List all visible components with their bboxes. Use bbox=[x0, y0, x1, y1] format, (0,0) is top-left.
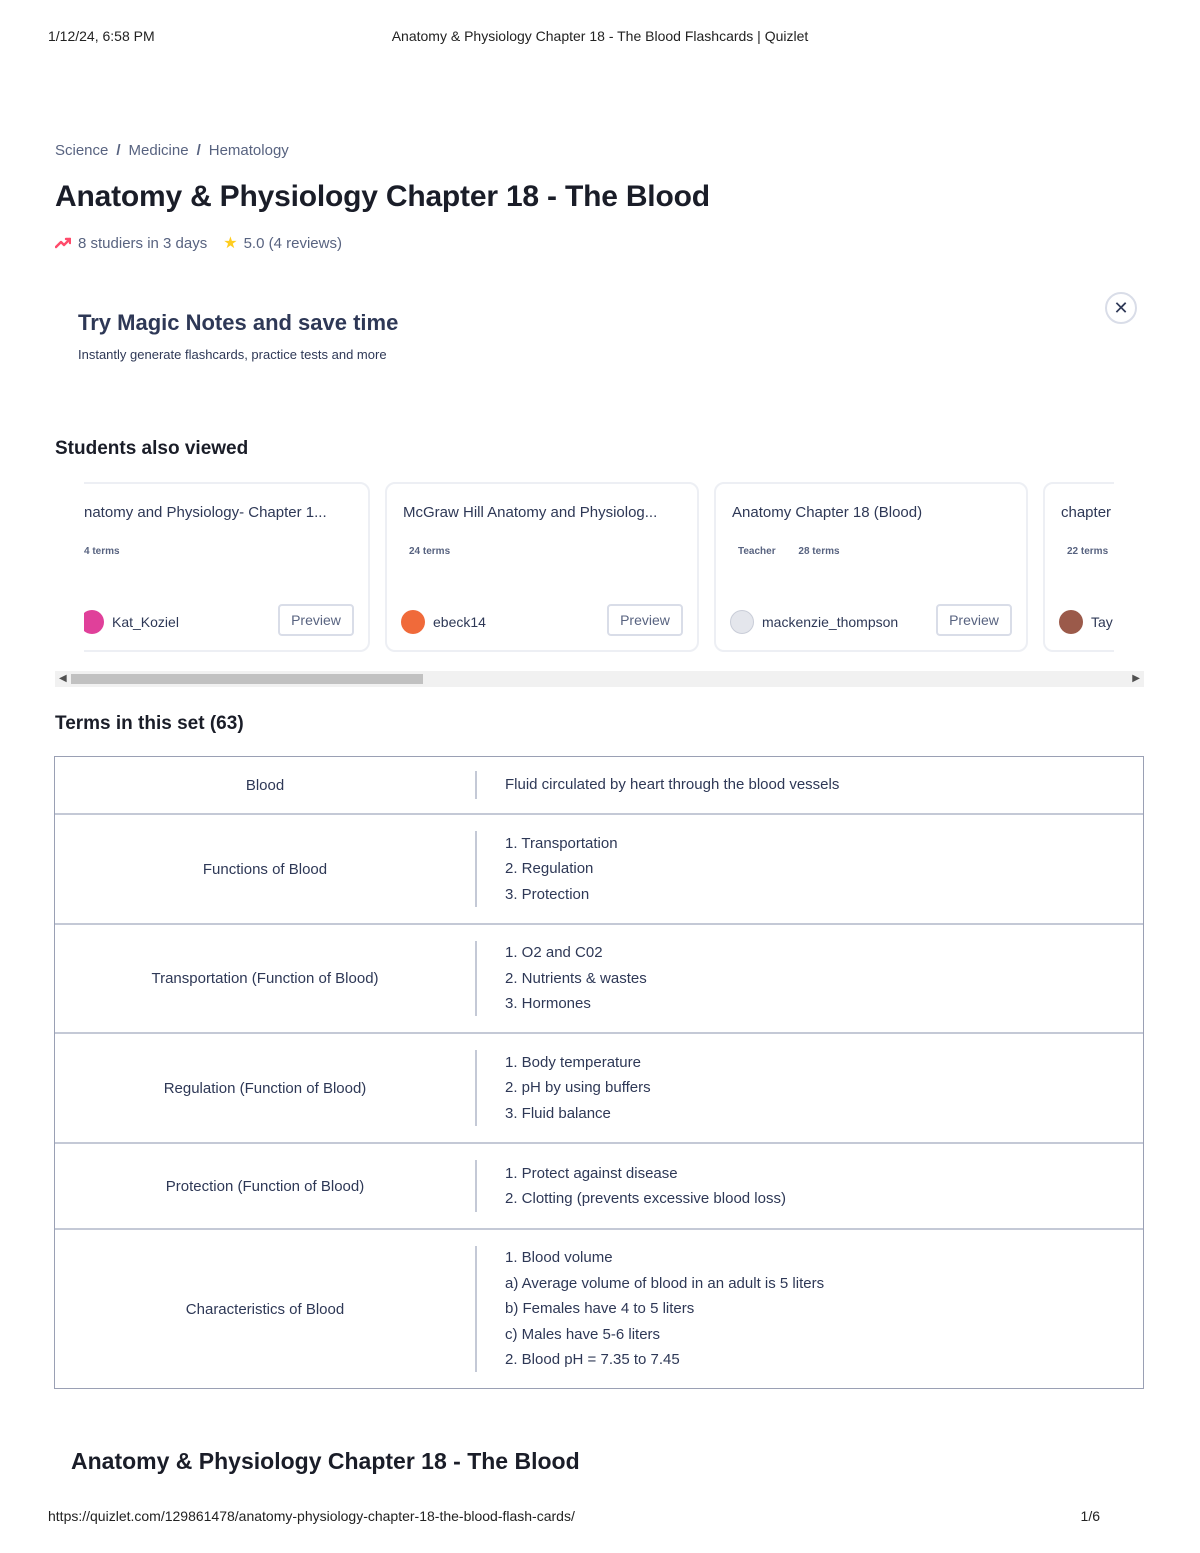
print-footer bbox=[48, 1508, 1152, 1528]
page-title: Anatomy & Physiology Chapter 18 - The Blood bbox=[55, 180, 710, 213]
study-set-card[interactable] bbox=[385, 482, 699, 652]
print-header bbox=[48, 28, 1152, 48]
preview-button[interactable]: Preview bbox=[278, 604, 354, 636]
card-username[interactable]: Tay bbox=[1091, 614, 1113, 630]
card-terms: 4 terms bbox=[84, 546, 120, 557]
card-username[interactable]: mackenzie_thompson bbox=[762, 614, 899, 630]
term-definition: 1. Protect against disease 2. Clotting (prevents excessive blood loss) bbox=[505, 1164, 786, 1207]
terms-heading: Terms in this set (63) bbox=[55, 713, 244, 734]
magic-notes-banner bbox=[55, 292, 1145, 382]
teacher-badge: Teacher bbox=[738, 546, 776, 557]
breadcrumb-separator-icon: / bbox=[116, 142, 121, 159]
card-terms: 24 terms bbox=[409, 546, 451, 557]
card-username[interactable]: ebeck14 bbox=[433, 614, 486, 630]
term-text: Transportation (Function of Blood) bbox=[151, 970, 379, 987]
term-row[interactable] bbox=[55, 1230, 1143, 1388]
print-url: https://quizlet.com/129861478/anatomy-physiology-chapter-18-the-blood-flash-cards/ bbox=[48, 1508, 575, 1524]
magic-notes-title[interactable]: Try Magic Notes and save time bbox=[78, 310, 399, 335]
term-text: Protection (Function of Blood) bbox=[165, 1177, 365, 1195]
print-page-number: 1/6 bbox=[1080, 1508, 1100, 1524]
term-row[interactable] bbox=[55, 925, 1143, 1034]
card-title[interactable]: McGraw Hill Anatomy and Physiolog... bbox=[403, 504, 658, 521]
card-title[interactable]: natomy and Physiology- Chapter 1... bbox=[84, 504, 327, 521]
term-row[interactable] bbox=[55, 1034, 1143, 1144]
term-text: Functions of Blood bbox=[202, 860, 328, 878]
set-stats bbox=[55, 233, 342, 253]
term-definition: 1. O2 and C02 2. Nutrients & wastes 3. Hormones bbox=[505, 944, 647, 1013]
students-also-viewed-carousel bbox=[84, 482, 1114, 654]
print-doc-title: Anatomy & Physiology Chapter 18 - The Blood Flashcards | Quizlet bbox=[391, 28, 809, 44]
avatar bbox=[730, 610, 754, 634]
term-row[interactable] bbox=[55, 757, 1143, 815]
term-text: Regulation (Function of Blood) bbox=[163, 1079, 367, 1097]
card-title[interactable]: chapter bbox=[1061, 504, 1112, 521]
card-terms: 22 terms bbox=[1067, 546, 1109, 557]
set-title-footer: Anatomy & Physiology Chapter 18 - The Blood bbox=[71, 1448, 580, 1474]
card-title[interactable]: Anatomy Chapter 18 (Blood) bbox=[732, 504, 923, 521]
term-row[interactable] bbox=[55, 1144, 1143, 1230]
close-icon[interactable]: ✕ bbox=[1105, 292, 1137, 324]
term-text: Characteristics of Blood bbox=[185, 1300, 345, 1318]
preview-button[interactable]: Preview bbox=[607, 604, 683, 636]
print-date: 1/12/24, 6:58 PM bbox=[48, 28, 155, 44]
carousel-scrollbar[interactable] bbox=[55, 671, 1144, 687]
term-definition: Fluid circulated by heart through the blood vessels bbox=[505, 776, 840, 794]
avatar bbox=[401, 610, 425, 634]
avatar bbox=[1059, 610, 1083, 634]
term-row[interactable] bbox=[55, 815, 1143, 925]
star-icon: ★ bbox=[223, 235, 238, 252]
study-set-card[interactable] bbox=[84, 482, 370, 652]
avatar bbox=[84, 610, 104, 634]
magic-notes-subtitle: Instantly generate flashcards, practice tests and more bbox=[78, 347, 387, 362]
preview-button[interactable]: Preview bbox=[936, 604, 1012, 636]
scroll-right-arrow-icon[interactable]: ▶ bbox=[1132, 673, 1140, 684]
students-also-viewed-heading: Students also viewed bbox=[55, 438, 249, 459]
breadcrumb-separator-icon: / bbox=[196, 142, 201, 159]
studiers-count: 8 studiers in 3 days bbox=[78, 234, 208, 252]
study-set-card[interactable] bbox=[1043, 482, 1114, 652]
card-terms: 28 terms bbox=[798, 546, 840, 557]
term-definition: 1. Transportation 2. Regulation 3. Protection bbox=[505, 834, 618, 903]
terms-table bbox=[54, 756, 1144, 1389]
term-text: Blood bbox=[245, 776, 285, 794]
rating-text[interactable]: 5.0 (4 reviews) bbox=[243, 234, 342, 252]
breadcrumb-hematology[interactable]: Hematology bbox=[208, 142, 289, 159]
scroll-left-arrow-icon[interactable]: ◀ bbox=[59, 673, 67, 684]
study-set-card[interactable] bbox=[714, 482, 1028, 652]
card-username[interactable]: Kat_Koziel bbox=[112, 614, 179, 630]
breadcrumb bbox=[55, 142, 289, 159]
scrollbar-thumb[interactable] bbox=[71, 674, 423, 684]
term-definition: 1. Body temperature 2. pH by using buffers 3. Fluid balance bbox=[505, 1053, 651, 1122]
trending-icon bbox=[55, 237, 71, 249]
breadcrumb-medicine[interactable]: Medicine bbox=[128, 142, 189, 159]
term-definition: 1. Blood volume a) Average volume of blood in an adult is 5 liters b) Females have 4 to 5 liters c) Males have 5-6 liters 2. Blood pH = 7.35 to 7.45 bbox=[505, 1249, 825, 1369]
breadcrumb-science[interactable]: Science bbox=[55, 142, 109, 159]
